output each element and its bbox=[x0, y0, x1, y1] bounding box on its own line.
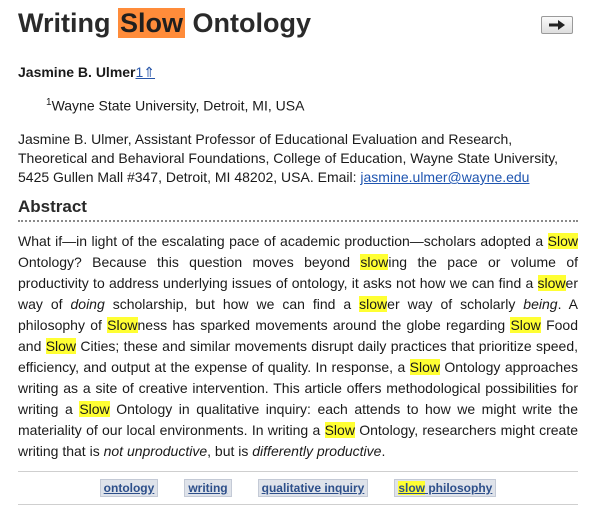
abstract-segment: What if—in light of the escalating pace of academic production—scholars adopted a bbox=[18, 233, 548, 249]
search-highlight: Slow bbox=[409, 359, 440, 375]
abstract-segment: , but is bbox=[207, 443, 253, 459]
keyword-qualitative-inquiry[interactable]: qualitative inquiry bbox=[258, 479, 369, 497]
export-button[interactable] bbox=[541, 16, 573, 34]
affiliation bbox=[46, 97, 304, 114]
search-highlight: Slow bbox=[510, 317, 541, 333]
abstract-segment: ing the pace or volume of productivity to address underlying issues of ontology, it asks not how we can find a bbox=[18, 254, 578, 291]
keyword-slow-philosophy[interactable] bbox=[394, 479, 496, 497]
affiliation-text: Wayne State University, Detroit, MI, USA bbox=[51, 97, 305, 114]
search-highlight: slow bbox=[359, 296, 388, 312]
abstract-segment: ness has sparked movements around the globe regarding bbox=[137, 317, 511, 333]
search-highlight: Slow bbox=[547, 233, 578, 249]
abstract-segment: er way of bbox=[18, 275, 578, 312]
article-title bbox=[18, 8, 311, 39]
abstract-emphasis: not unproductive bbox=[103, 443, 208, 459]
search-highlight: Slow bbox=[45, 338, 77, 354]
abstract-segment: Ontology? Because this question moves beyond bbox=[18, 254, 361, 270]
abstract-emphasis: differently productive bbox=[252, 443, 382, 459]
search-highlight: Slow bbox=[107, 317, 138, 333]
keyword-ontology[interactable]: ontology bbox=[100, 479, 159, 497]
abstract-segment: Food and bbox=[18, 317, 578, 354]
keyword-text: philosophy bbox=[425, 481, 493, 495]
search-highlight: slow bbox=[398, 481, 425, 495]
title-highlight: Slow bbox=[119, 8, 183, 38]
abstract-segment: er way of scholarly bbox=[387, 296, 524, 312]
abstract-emphasis: doing bbox=[70, 296, 105, 312]
search-highlight: slow bbox=[360, 254, 389, 270]
author-name: Jasmine B. Ulmer bbox=[18, 64, 136, 80]
search-highlight: Slow bbox=[79, 401, 110, 417]
search-highlight: Slow bbox=[324, 422, 355, 438]
author-line bbox=[18, 64, 155, 81]
affiliation-ref-link[interactable]: 1⇑ bbox=[135, 64, 156, 80]
abstract-segment: Cities; these and similar movements disrupt daily practices that prioritize speed, efficiency, and output at the expense of quality. In response, a bbox=[18, 338, 578, 375]
title-text-after: Ontology bbox=[185, 8, 311, 38]
contact-text: Jasmine B. Ulmer, Assistant Professor of Educational Evaluation and Research, Theoretical and Behavioral Foundations, College of Education, Wayne State University, 5425 Gullen Mall #347, Detroit, MI 48202, USA. Email: bbox=[18, 131, 559, 185]
email-link[interactable]: jasmine.ulmer@wayne.edu bbox=[360, 169, 530, 185]
abstract-segment: Ontology approaches writing as a site of creative intervention. This article offers methodological possibilities for writing a bbox=[18, 359, 578, 417]
author-contact bbox=[18, 130, 583, 187]
search-highlight: slow bbox=[537, 275, 566, 291]
abstract-text bbox=[18, 231, 578, 462]
keyword-writing[interactable]: writing bbox=[184, 479, 231, 497]
abstract-heading: Abstract bbox=[18, 197, 578, 222]
abstract-segment: . bbox=[381, 443, 386, 459]
abstract-segment: . A philosophy of bbox=[18, 296, 578, 333]
title-text-before: Writing bbox=[18, 8, 118, 38]
abstract-segment: scholarship, but how we can find a bbox=[104, 296, 360, 312]
abstract-segment: Ontology, researchers might create writing that is bbox=[18, 422, 578, 459]
abstract-emphasis: being bbox=[523, 296, 558, 312]
affiliation-number: 1 bbox=[46, 97, 52, 108]
abstract-segment: Ontology in qualitative inquiry: each attends to how we might write the materiality of our local environments. In writing a bbox=[18, 401, 578, 438]
keywords-bar bbox=[18, 471, 578, 505]
arrow-right-icon bbox=[548, 20, 566, 30]
